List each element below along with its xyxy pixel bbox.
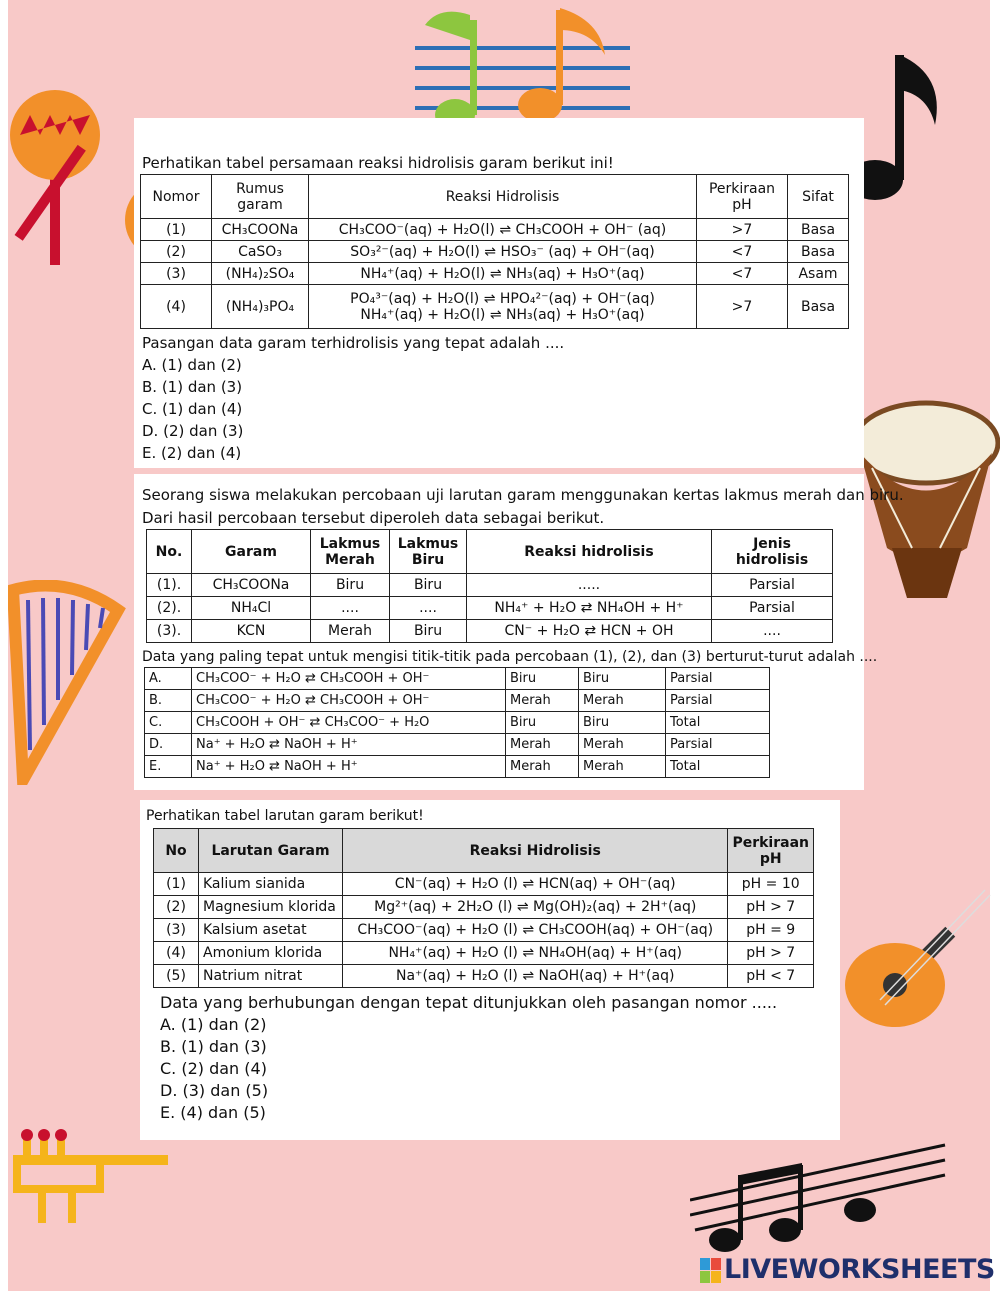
option-biru: Merah [579,734,666,756]
table-row [147,597,833,620]
q3-option-d[interactable]: D. (3) dan (5) [160,1081,269,1100]
q3-cell-larutan: Natrium nitrat [199,965,343,988]
q1-option-a[interactable]: A. (1) dan (2) [142,356,242,374]
option-label: C. [145,712,192,734]
table-row [141,263,849,285]
table-row [147,574,833,597]
q2-header-lakmus-merah: Lakmus Merah [311,530,390,574]
beamed-notes-icon [690,1135,950,1255]
q2-cell-merah: .... [311,597,390,620]
table-row [154,942,814,965]
q3-cell-reaksi: CN⁻(aq) + H₂O (l) ⇌ HCN(aq) + OH⁻(aq) [343,873,728,896]
option-biru: Merah [579,756,666,778]
q1-option-c[interactable]: C. (1) dan (4) [142,400,243,418]
q2-header-reaksi: Reaksi hidrolisis [467,530,712,574]
liveworksheets-logo [700,1254,995,1285]
q1-header-sifat: Sifat [788,175,849,219]
q1-cell-no: (2) [141,241,212,263]
q1-header-rumus: Rumus garam [212,175,309,219]
q2-cell-garam: NH₄Cl [192,597,311,620]
harp-icon [8,580,133,785]
page-edge-right [990,0,1000,1291]
q2-cell-jenis: .... [712,620,833,643]
q2-cell-merah: Merah [311,620,390,643]
table-row [154,965,814,988]
q1-cell-ph: >7 [697,285,788,329]
drum-icon [852,398,1000,613]
q3-cell-ph: pH > 7 [728,942,814,965]
q2-cell-garam: KCN [192,620,311,643]
q2-cell-reaksi: NH₄⁺ + H₂O ⇄ NH₄OH + H⁺ [467,597,712,620]
q1-cell-sifat: Basa [788,219,849,241]
q3-option-b[interactable]: B. (1) dan (3) [160,1037,267,1056]
q1-intro: Perhatikan tabel persamaan reaksi hidrolisis garam berikut ini! [142,154,614,172]
q3-header-ph: Perkiraan pH [728,829,814,873]
table-row [141,219,849,241]
q3-cell-ph: pH = 10 [728,873,814,896]
table-row [154,919,814,942]
q3-cell-larutan: Kalium sianida [199,873,343,896]
q2-option-a[interactable] [145,668,770,690]
q1-cell-no: (4) [141,285,212,329]
table-row [141,241,849,263]
guitar-icon [840,880,995,1040]
q1-cell-reaksi: SO₃²⁻(aq) + H₂O(l) ⇌ HSO₃⁻ (aq) + OH⁻(aq) [309,241,697,263]
q2-option-d[interactable] [145,734,770,756]
q2-cell-biru: .... [390,597,467,620]
q1-cell-rumus: (NH₄)₃PO₄ [212,285,309,329]
q1-cell-ph: <7 [697,241,788,263]
q3-option-e[interactable]: E. (4) dan (5) [160,1103,266,1122]
q3-cell-larutan: Magnesium klorida [199,896,343,919]
q3-question: Data yang berhubungan dengan tepat ditunjukkan oleh pasangan nomor ..... [160,993,778,1012]
q1-header-nomor: Nomor [141,175,212,219]
q1-cell-ph: <7 [697,263,788,285]
option-reaksi: CH₃COO⁻ + H₂O ⇄ CH₃COOH + OH⁻ [192,668,506,690]
q1-reaksi-line-1: PO₄³⁻(aq) + H₂O(l) ⇌ HPO₄²⁻(aq) + OH⁻(aq) [350,290,655,307]
q1-cell-rumus: CaSO₃ [212,241,309,263]
q3-intro: Perhatikan tabel larutan garam berikut! [146,808,424,824]
q2-cell-no: (3). [147,620,192,643]
q2-options-table [144,667,770,778]
option-biru: Merah [579,690,666,712]
q2-cell-biru: Biru [390,574,467,597]
q1-cell-sifat: Basa [788,241,849,263]
q1-option-b[interactable]: B. (1) dan (3) [142,378,243,396]
q1-cell-no: (1) [141,219,212,241]
option-reaksi: Na⁺ + H₂O ⇄ NaOH + H⁺ [192,734,506,756]
q3-cell-reaksi: CH₃COO⁻(aq) + H₂O (l) ⇌ CH₃COOH(aq) + OH⁻(aq) [343,919,728,942]
q3-header-larutan: Larutan Garam [199,829,343,873]
watermark-text: LIVEWORKSHEETS [724,1254,995,1285]
q3-cell-no: (4) [154,942,199,965]
q1-cell-rumus: CH₃COONa [212,219,309,241]
q3-cell-ph: pH > 7 [728,896,814,919]
q2-header-no: No. [147,530,192,574]
q2-header-lakmus-biru: Lakmus Biru [390,530,467,574]
q3-cell-reaksi: Na⁺(aq) + H₂O (l) ⇌ NaOH(aq) + H⁺(aq) [343,965,728,988]
q3-cell-larutan: Kalsium asetat [199,919,343,942]
q3-header-reaksi: Reaksi Hidrolisis [343,829,728,873]
option-label: D. [145,734,192,756]
q3-cell-no: (5) [154,965,199,988]
q2-cell-merah: Biru [311,574,390,597]
q3-cell-ph: pH = 9 [728,919,814,942]
q1-cell-no: (3) [141,263,212,285]
option-merah: Merah [506,756,579,778]
q2-intro-line-2: Dari hasil percobaan tersebut diperoleh data sebagai berikut. [142,509,605,527]
q1-header-ph: Perkiraan pH [697,175,788,219]
q3-cell-no: (1) [154,873,199,896]
q2-cell-garam: CH₃COONa [192,574,311,597]
q2-option-e[interactable] [145,756,770,778]
q1-cell-rumus: (NH₄)₂SO₄ [212,263,309,285]
option-jenis: Parsial [666,668,770,690]
q3-cell-no: (3) [154,919,199,942]
q3-cell-ph: pH < 7 [728,965,814,988]
q2-cell-reaksi: CN⁻ + H₂O ⇄ HCN + OH [467,620,712,643]
q1-cell-sifat: Asam [788,263,849,285]
q2-intro-line-1: Seorang siswa melakukan percobaan uji larutan garam menggunakan kertas lakmus merah dan biru. [142,486,904,504]
q3-option-a[interactable]: A. (1) dan (2) [160,1015,267,1034]
option-biru: Biru [579,668,666,690]
q2-question: Data yang paling tepat untuk mengisi titik-titik pada percobaan (1), (2), dan (3) berturut-turut adalah .... [142,649,878,665]
option-jenis: Parsial [666,734,770,756]
option-label: E. [145,756,192,778]
option-jenis: Total [666,712,770,734]
q3-cell-no: (2) [154,896,199,919]
q3-cell-larutan: Amonium klorida [199,942,343,965]
q1-cell-reaksi: NH₄⁺(aq) + H₂O(l) ⇌ NH₃(aq) + H₃O⁺(aq) [309,263,697,285]
q1-header-reaksi: Reaksi Hidrolisis [309,175,697,219]
option-jenis: Total [666,756,770,778]
q3-table [153,828,814,988]
option-merah: Biru [506,668,579,690]
q1-cell-sifat: Basa [788,285,849,329]
q3-cell-reaksi: NH₄⁺(aq) + H₂O (l) ⇌ NH₄OH(aq) + H⁺(aq) [343,942,728,965]
option-reaksi: CH₃COOH + OH⁻ ⇄ CH₃COO⁻ + H₂O [192,712,506,734]
option-reaksi: Na⁺ + H₂O ⇄ NaOH + H⁺ [192,756,506,778]
q2-cell-jenis: Parsial [712,574,833,597]
q2-option-b[interactable] [145,690,770,712]
q1-reaksi-line-2: NH₄⁺(aq) + H₂O(l) ⇌ NH₃(aq) + H₃O⁺(aq) [360,306,645,323]
option-merah: Merah [506,734,579,756]
q3-header-no: No [154,829,199,873]
q1-cell-reaksi-multi [309,285,697,329]
q3-option-c[interactable]: C. (2) dan (4) [160,1059,267,1078]
table-row [147,620,833,643]
table-row [154,873,814,896]
option-reaksi: CH₃COO⁻ + H₂O ⇄ CH₃COOH + OH⁻ [192,690,506,712]
option-merah: Biru [506,712,579,734]
option-jenis: Parsial [666,690,770,712]
q2-option-c[interactable] [145,712,770,734]
option-merah: Merah [506,690,579,712]
q2-cell-no: (1). [147,574,192,597]
q2-cell-no: (2). [147,597,192,620]
q1-table [140,174,849,329]
option-biru: Biru [579,712,666,734]
table-row [141,285,849,329]
q2-cell-reaksi: ..... [467,574,712,597]
q3-cell-reaksi: Mg²⁺(aq) + 2H₂O (l) ⇌ Mg(OH)₂(aq) + 2H⁺(aq) [343,896,728,919]
q2-header-jenis: Jenis hidrolisis [712,530,833,574]
table-row [154,896,814,919]
liveworksheets-badge-icon [700,1258,722,1284]
option-label: B. [145,690,192,712]
q2-cell-biru: Biru [390,620,467,643]
q1-cell-reaksi: CH₃COO⁻(aq) + H₂O(l) ⇌ CH₃COOH + OH⁻ (aq) [309,219,697,241]
q2-header-garam: Garam [192,530,311,574]
q2-table [146,529,833,643]
trumpet-icon [8,1125,173,1235]
q1-cell-ph: >7 [697,219,788,241]
q2-cell-jenis: Parsial [712,597,833,620]
q1-question: Pasangan data garam terhidrolisis yang tepat adalah .... [142,334,565,352]
q1-option-e[interactable]: E. (2) dan (4) [142,444,242,462]
q1-option-d[interactable]: D. (2) dan (3) [142,422,244,440]
option-label: A. [145,668,192,690]
